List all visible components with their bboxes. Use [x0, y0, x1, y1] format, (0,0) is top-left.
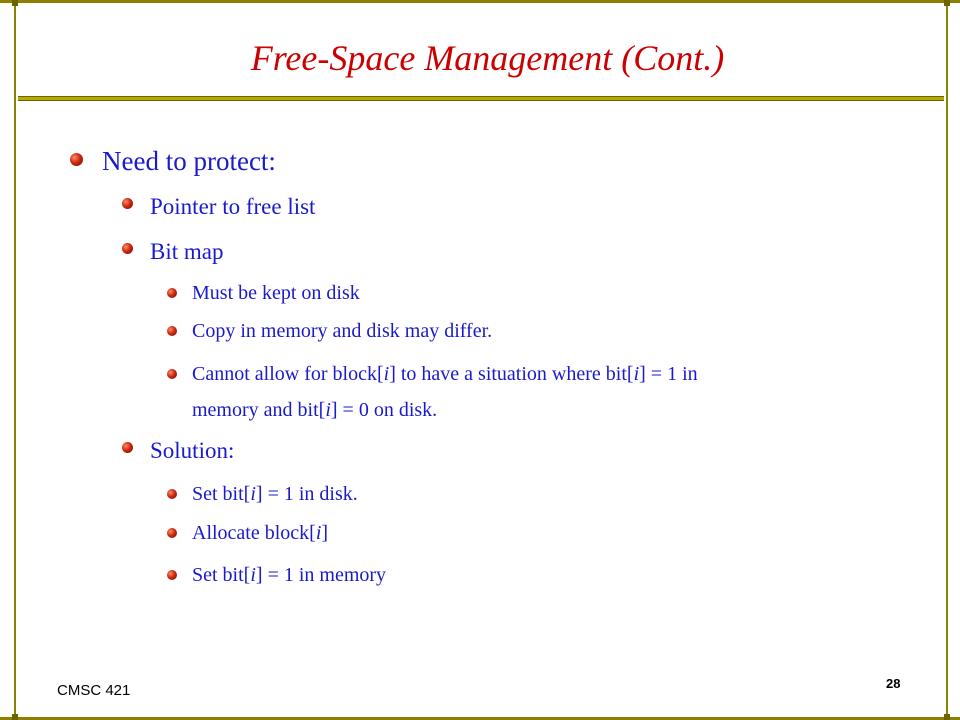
bullet-set-bit-disk	[167, 476, 358, 512]
page-number: 28	[886, 676, 901, 691]
bullet-text: Copy in memory and disk may differ.	[192, 320, 493, 342]
bullet-dot-icon	[167, 528, 177, 538]
bullet-text: Must be kept on disk	[192, 282, 360, 304]
bullet-text: Bit map	[150, 239, 224, 264]
bullet-dot-icon	[167, 326, 177, 336]
bullet-text: Need to protect:	[102, 146, 276, 176]
bullet-text: Allocate block[i]	[192, 522, 329, 544]
bullet-dot-icon	[70, 153, 83, 166]
corner-bottom-left	[12, 714, 18, 720]
bullet-dot-icon	[167, 369, 177, 379]
bullet-text: Set bit[i] = 1 in memory	[192, 564, 387, 586]
bullet-solution	[122, 436, 234, 466]
bullet-text: Pointer to free list	[150, 194, 316, 219]
bullet-dot-icon	[167, 570, 177, 580]
bullet-kept-on-disk	[167, 275, 360, 311]
bullet-text: Solution:	[150, 438, 235, 463]
bullet-dot-icon	[122, 198, 133, 209]
bullet-cannot-allow	[167, 356, 698, 428]
frame-right-line	[946, 0, 948, 720]
bullet-text: Cannot allow for block[i] to have a situation where bit[i] = 1 in memory and bit[i] = 0 on disk.	[192, 363, 698, 421]
corner-top-right	[944, 0, 950, 6]
bullet-bit-map	[122, 237, 223, 267]
bullet-set-bit-memory	[167, 557, 386, 593]
bullet-dot-icon	[122, 243, 133, 254]
corner-top-left	[12, 0, 18, 6]
bullet-dot-icon	[122, 442, 133, 453]
bullet-text: Set bit[i] = 1 in disk.	[192, 483, 358, 505]
bullet-copy-may-differ	[167, 313, 492, 349]
bullet-dot-icon	[167, 288, 177, 298]
bullet-pointer-free-list	[122, 192, 315, 222]
bullet-allocate-block	[167, 515, 328, 551]
frame-left-line	[14, 0, 16, 720]
bullet-need-to-protect	[70, 144, 276, 178]
footer-course: CMSC 421	[57, 682, 131, 699]
frame-top-line	[0, 0, 960, 3]
corner-bottom-right	[944, 714, 950, 720]
bullet-dot-icon	[167, 489, 177, 499]
title-divider	[18, 96, 944, 101]
slide-title: Free-Space Management (Cont.)	[250, 38, 725, 78]
